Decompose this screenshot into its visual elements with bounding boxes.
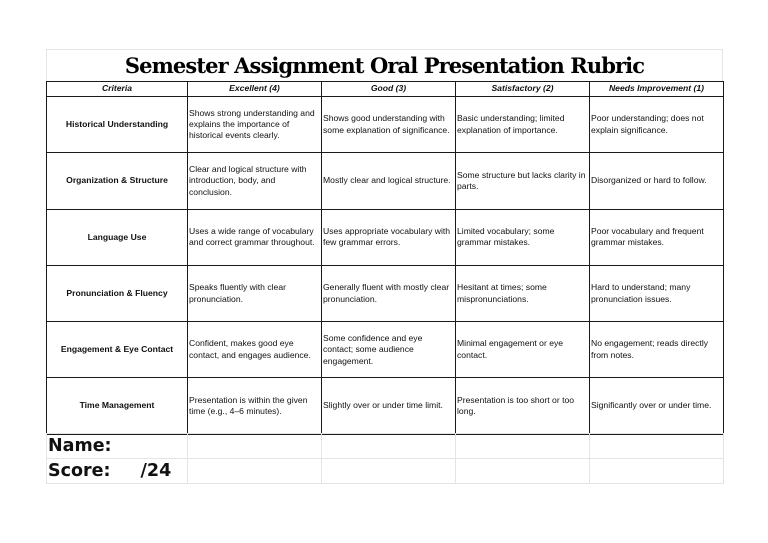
header-satisfactory: Satisfactory (2) (456, 82, 590, 97)
needs-improvement-cell: Hard to understand; many pronunciation issues. (590, 265, 724, 321)
excellent-cell: Clear and logical structure with introduction, body, and conclusion. (188, 153, 322, 209)
excellent-cell: Uses a wide range of vocabulary and correct grammar throughout. (188, 209, 322, 265)
footer-table (46, 433, 724, 484)
criterion-cell: Language Use (47, 209, 188, 265)
score-field-cell[interactable] (456, 459, 590, 484)
satisfactory-cell: Hesitant at times; some mispronunciations. (456, 265, 590, 321)
good-cell: Generally fluent with mostly clear pronunciation. (322, 265, 456, 321)
table-row (47, 153, 724, 209)
header-excellent: Excellent (4) (188, 82, 322, 97)
table-row (47, 378, 724, 434)
header-needs-improvement: Needs Improvement (1) (590, 82, 724, 97)
score-total: /24 (140, 461, 172, 481)
rubric-table (46, 81, 724, 435)
header-row (47, 82, 724, 97)
page-title: Semester Assignment Oral Presentation Rubric (124, 53, 645, 78)
good-cell: Some confidence and eye contact; some audience engagement. (322, 322, 456, 378)
satisfactory-cell: Some structure but lacks clarity in parts. (456, 153, 590, 209)
excellent-cell: Confident, makes good eye contact, and engages audience. (188, 322, 322, 378)
excellent-cell: Speaks fluently with clear pronunciation. (188, 265, 322, 321)
needs-improvement-cell: Poor vocabulary and frequent grammar mistakes. (590, 209, 724, 265)
name-field-cell[interactable] (188, 434, 322, 459)
table-row (47, 209, 724, 265)
needs-improvement-cell: Poor understanding; does not explain significance. (590, 97, 724, 153)
score-label-cell (47, 459, 188, 484)
header-criteria: Criteria (47, 82, 188, 97)
needs-improvement-cell: No engagement; reads directly from notes. (590, 322, 724, 378)
name-field-cell[interactable] (456, 434, 590, 459)
satisfactory-cell: Minimal engagement or eye contact. (456, 322, 590, 378)
score-row (47, 459, 724, 484)
name-label: Name: (47, 434, 188, 459)
score-field-cell[interactable] (188, 459, 322, 484)
needs-improvement-cell: Significantly over or under time. (590, 378, 724, 434)
name-field-cell[interactable] (322, 434, 456, 459)
criterion-cell: Organization & Structure (47, 153, 188, 209)
criterion-cell: Pronunciation & Fluency (47, 265, 188, 321)
good-cell: Uses appropriate vocabulary with few grammar errors. (322, 209, 456, 265)
score-field-cell[interactable] (322, 459, 456, 484)
good-cell: Shows good understanding with some explanation of significance. (322, 97, 456, 153)
criterion-cell: Historical Understanding (47, 97, 188, 153)
criterion-cell: Time Management (47, 378, 188, 434)
score-field-cell[interactable] (590, 459, 724, 484)
excellent-cell: Presentation is within the given time (e.g., 4–6 minutes). (188, 378, 322, 434)
table-row (47, 97, 724, 153)
name-field-cell[interactable] (590, 434, 724, 459)
good-cell: Mostly clear and logical structure. (322, 153, 456, 209)
satisfactory-cell: Presentation is too short or too long. (456, 378, 590, 434)
score-label: Score: (48, 461, 111, 481)
table-row (47, 322, 724, 378)
table-row (47, 265, 724, 321)
criterion-cell: Engagement & Eye Contact (47, 322, 188, 378)
name-row (47, 434, 724, 459)
rubric-sheet (46, 49, 723, 485)
needs-improvement-cell: Disorganized or hard to follow. (590, 153, 724, 209)
excellent-cell: Shows strong understanding and explains the importance of historical events clearly. (188, 97, 322, 153)
good-cell: Slightly over or under time limit. (322, 378, 456, 434)
satisfactory-cell: Basic understanding; limited explanation of importance. (456, 97, 590, 153)
header-good: Good (3) (322, 82, 456, 97)
title-row (46, 49, 723, 81)
satisfactory-cell: Limited vocabulary; some grammar mistakes. (456, 209, 590, 265)
